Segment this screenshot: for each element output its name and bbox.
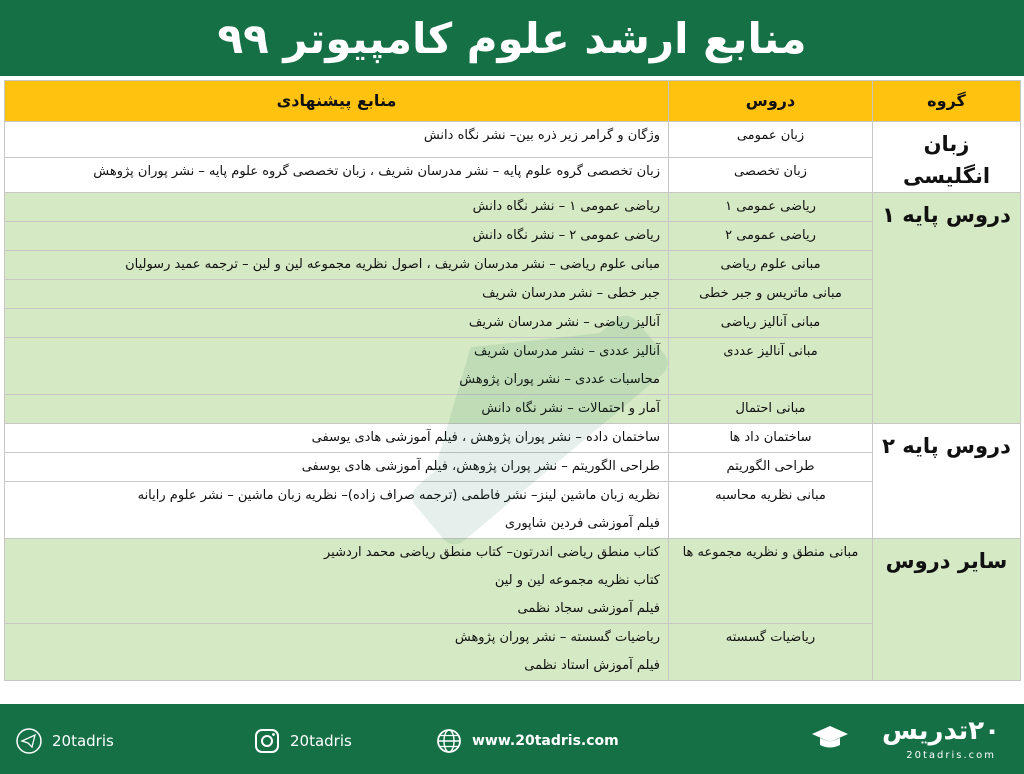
sources-cell — [5, 338, 669, 395]
website-url: www.20tadris.com — [472, 733, 619, 749]
footer-website[interactable] — [436, 728, 619, 754]
source-line: زبان تخصصی گروه علوم پایه – نشر مدرسان شریف ، زبان تخصصی گروه علوم پایه – نشر پوران پژوهش — [93, 163, 660, 179]
group-cell: دروس پایه ۲ — [873, 424, 1021, 539]
table-row — [5, 624, 1021, 681]
table-row — [5, 251, 1021, 280]
course-cell: ساختمان داد ها — [669, 424, 873, 453]
sources-cell — [5, 624, 669, 681]
sources-cell — [5, 251, 669, 280]
header-sources: منابع پیشنهادی — [5, 81, 669, 122]
sources-cell — [5, 453, 669, 482]
telegram-icon — [16, 728, 42, 754]
course-cell: مبانی احتمال — [669, 395, 873, 424]
sources-cell — [5, 157, 669, 193]
source-line: مبانی علوم ریاضی – نشر مدرسان شریف ، اصول نظریه مجموعه لین و لین – ترجمه عمید رسولیان — [125, 257, 660, 272]
footer — [0, 708, 1024, 774]
header-course: دروس — [669, 81, 873, 122]
graduation-cap-icon — [810, 722, 850, 752]
course-cell: مبانی علوم ریاضی — [669, 251, 873, 280]
source-line: وژگان و گرامر زیر ذره بین– نشر نگاه دانش — [423, 128, 660, 143]
instagram-handle: 20tadris — [290, 732, 352, 750]
table-body — [5, 122, 1021, 681]
sources-cell — [5, 539, 669, 624]
sources-cell — [5, 482, 669, 539]
sources-cell — [5, 222, 669, 251]
course-cell: مبانی آنالیز ریاضی — [669, 309, 873, 338]
group-cell: زبان انگلیسی — [873, 122, 1021, 193]
course-cell: ریاضی عمومی ۱ — [669, 193, 873, 222]
sources-table-container — [4, 80, 1020, 704]
footer-telegram[interactable] — [16, 728, 114, 754]
course-cell: مبانی نظریه محاسبه — [669, 482, 873, 539]
course-cell: مبانی منطق و نظریه مجموعه ها — [669, 539, 873, 624]
logo-text: ۲۰تدریس — [881, 716, 1000, 746]
source-line: ریاضی عمومی ۱ – نشر نگاه دانش — [472, 199, 660, 214]
source-line: فیلم آموزشی سجاد نظمی — [517, 601, 660, 616]
source-line: نظریه زبان ماشین لینز– نشر فاطمی (ترجمه صراف زاده)– نظریه زبان ماشین – نشر علوم رایانه — [137, 488, 660, 503]
source-line: ریاضیات گسسته – نشر پوران پژوهش — [454, 630, 660, 645]
brand-logo — [810, 716, 1000, 766]
source-line: فیلم آموزش استاد نظمی — [524, 658, 660, 673]
table-row — [5, 309, 1021, 338]
source-line: آمار و احتمالات – نشر نگاه دانش — [481, 401, 660, 416]
source-line: آنالیز ریاضی – نشر مدرسان شریف — [468, 315, 660, 330]
course-cell: زبان عمومی — [669, 122, 873, 158]
page-title-text: منابع ارشد علوم کامپیوتر ۹۹ — [217, 13, 807, 63]
course-cell: زبان تخصصی — [669, 157, 873, 193]
sources-cell — [5, 122, 669, 158]
course-cell: مبانی ماتریس و جبر خطی — [669, 280, 873, 309]
course-cell: ریاضیات گسسته — [669, 624, 873, 681]
table-row — [5, 193, 1021, 222]
source-line: فیلم آموزشی فردین شاپوری — [504, 516, 660, 531]
table-row — [5, 453, 1021, 482]
source-line: طراحی الگوریتم – نشر پوران پژوهش، فیلم آموزشی هادی یوسفی — [301, 459, 660, 474]
table-row — [5, 424, 1021, 453]
footer-instagram[interactable] — [254, 728, 352, 754]
group-cell: سایر دروس — [873, 539, 1021, 681]
source-line: ریاضی عمومی ۲ – نشر نگاه دانش — [472, 228, 660, 243]
sources-cell — [5, 280, 669, 309]
instagram-icon — [254, 728, 280, 754]
telegram-handle: 20tadris — [52, 732, 114, 750]
source-line: محاسبات عددی – نشر پوران پژوهش — [459, 372, 660, 387]
course-cell: ریاضی عمومی ۲ — [669, 222, 873, 251]
header-group: گروه — [873, 81, 1021, 122]
sources-cell — [5, 424, 669, 453]
source-line: ساختمان داده – نشر پوران پژوهش ، فیلم آموزشی هادی یوسفی — [311, 430, 660, 445]
table-row — [5, 122, 1021, 158]
table-row — [5, 157, 1021, 193]
table-header-row — [5, 81, 1021, 122]
sources-cell — [5, 309, 669, 338]
group-cell: دروس پایه ۱ — [873, 193, 1021, 424]
sources-table — [4, 80, 1021, 681]
table-row — [5, 395, 1021, 424]
source-line: کتاب منطق ریاضی اندرتون– کتاب منطق ریاضی محمد اردشیر — [323, 545, 660, 560]
logo-subtitle: 20tadris.com — [906, 750, 996, 761]
table-row — [5, 482, 1021, 539]
source-line: آنالیز عددی – نشر مدرسان شریف — [474, 344, 660, 359]
course-cell: طراحی الگوریتم — [669, 453, 873, 482]
table-row — [5, 280, 1021, 309]
course-cell: مبانی آنالیز عددی — [669, 338, 873, 395]
source-line: کتاب نظریه مجموعه لین و لین — [494, 573, 660, 588]
page-title — [0, 0, 1024, 76]
globe-icon — [436, 728, 462, 754]
table-row — [5, 539, 1021, 624]
sources-cell — [5, 193, 669, 222]
sources-cell — [5, 395, 669, 424]
table-row — [5, 338, 1021, 395]
source-line: جبر خطی – نشر مدرسان شریف — [482, 286, 660, 301]
table-row — [5, 222, 1021, 251]
